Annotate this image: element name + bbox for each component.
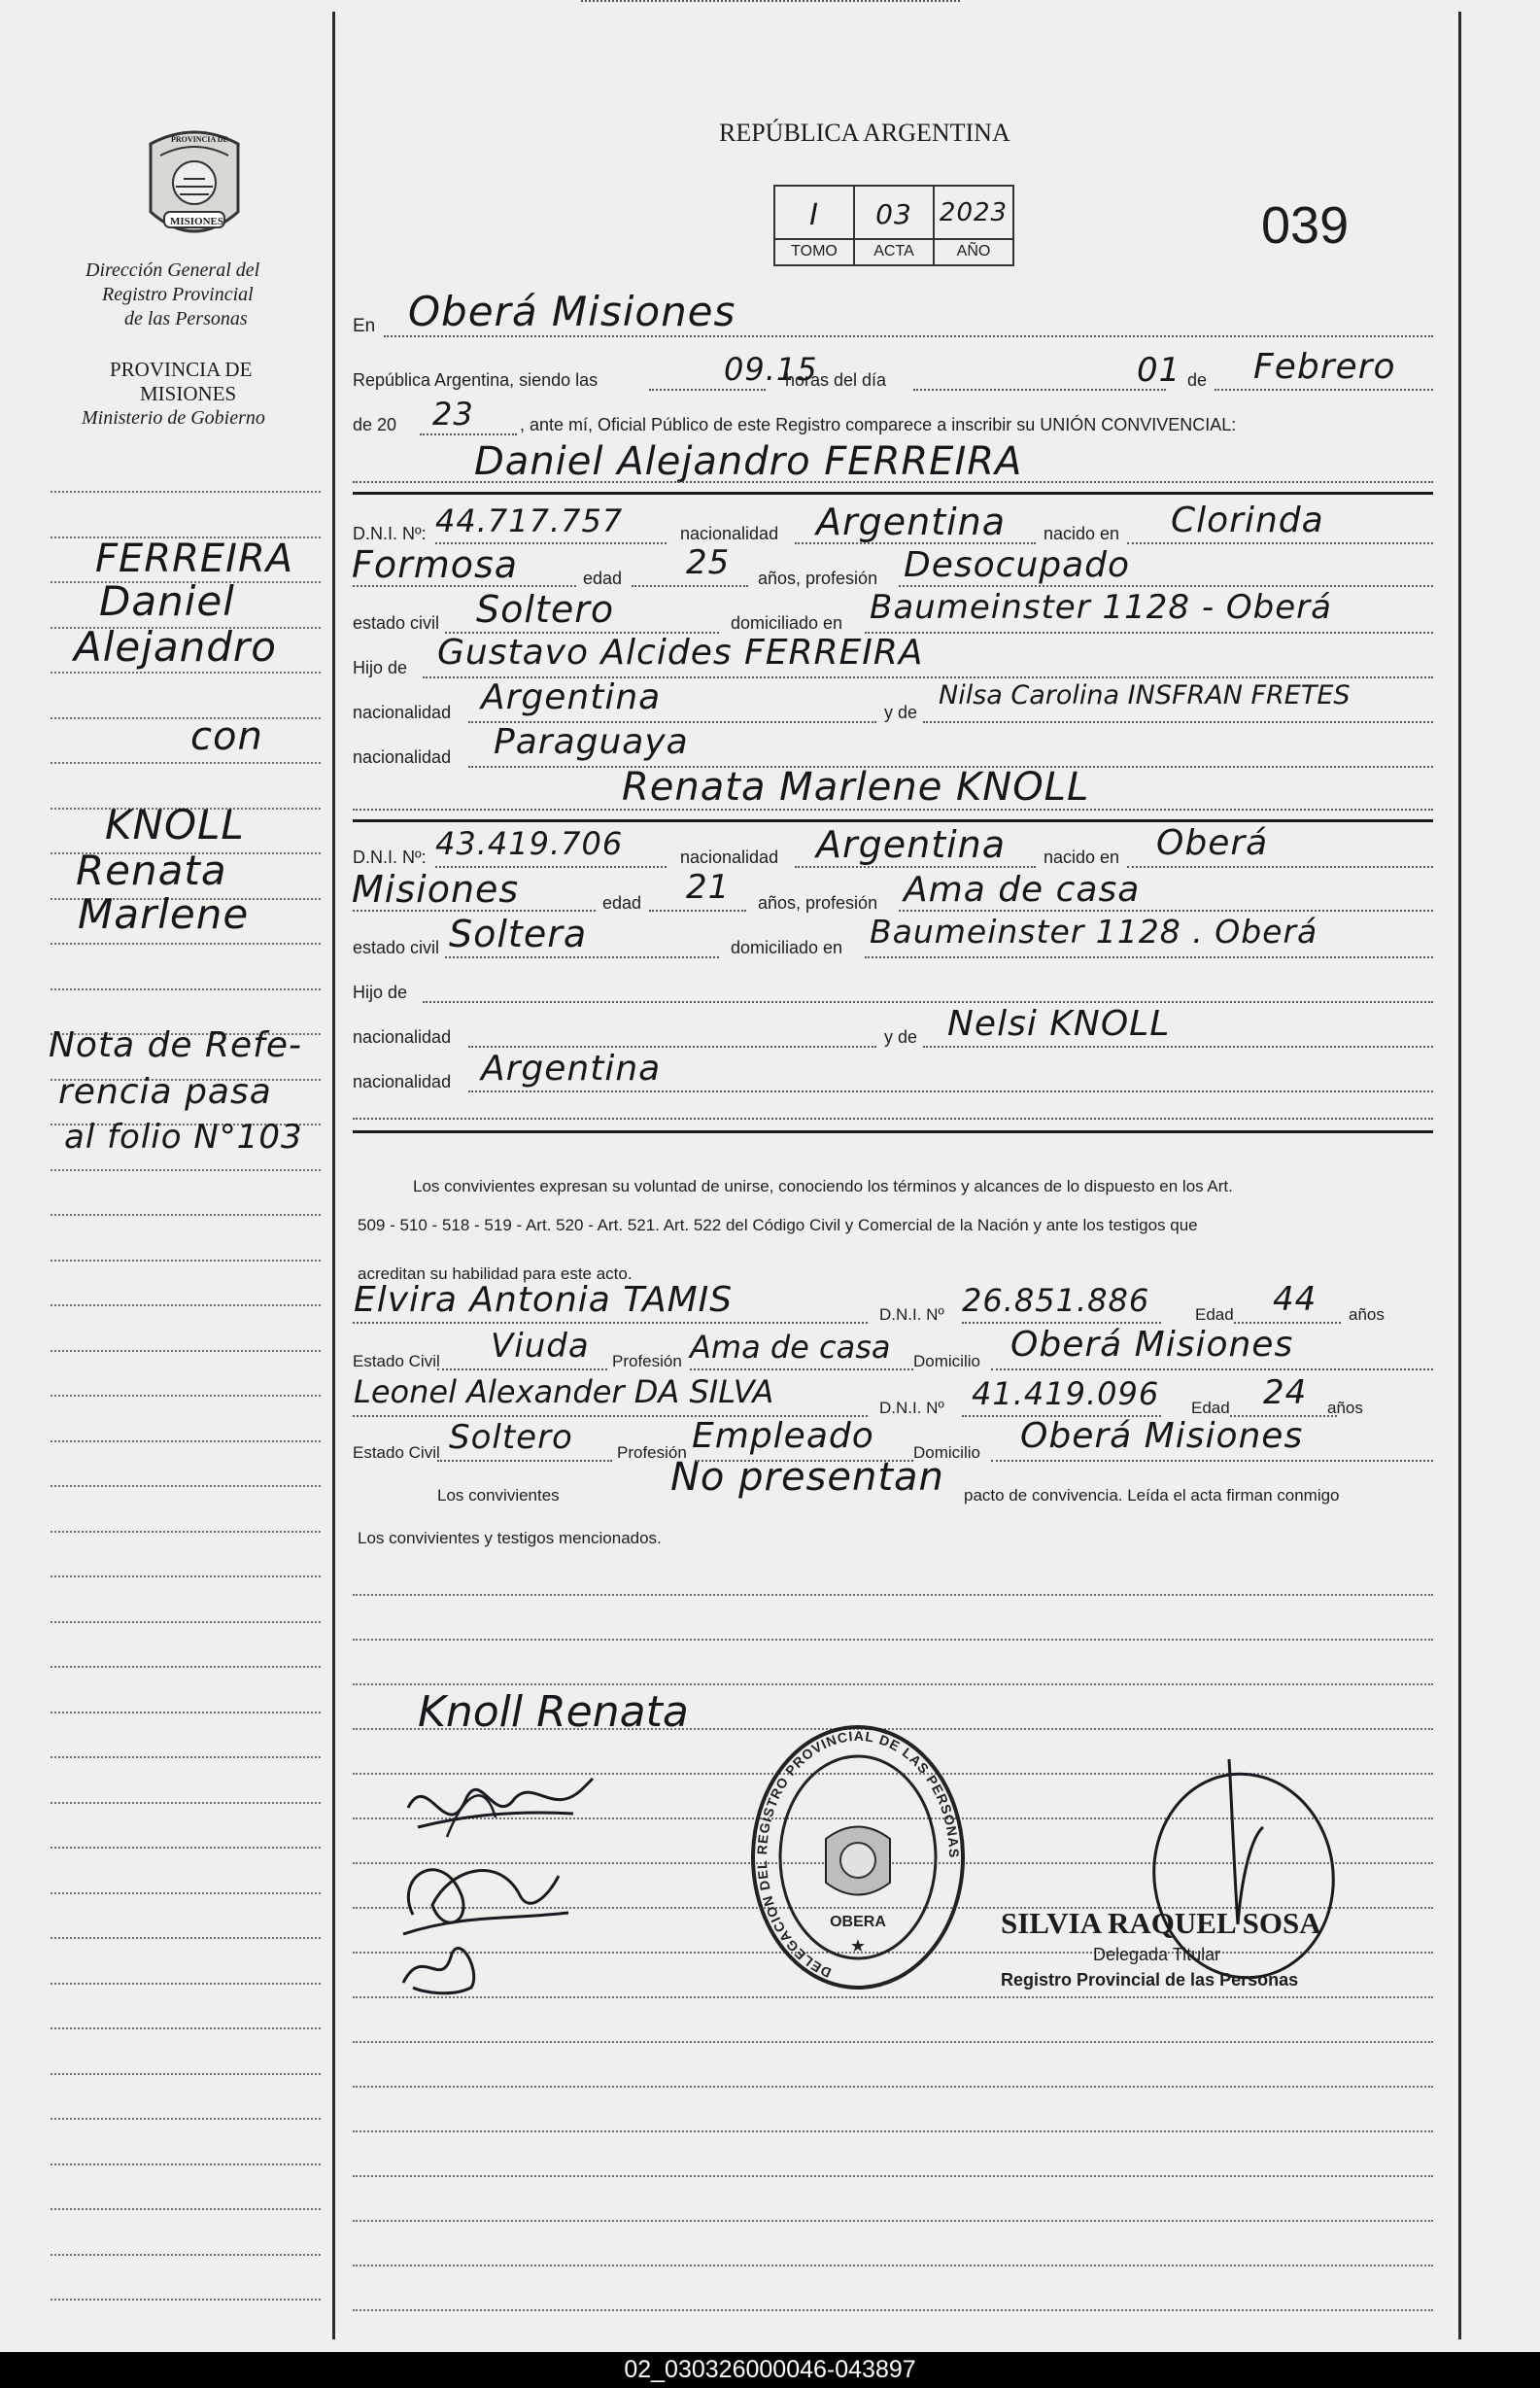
margin-note-line-2: rencia pasa: [58, 1072, 272, 1112]
place-dotted-line: [384, 335, 1433, 337]
main-ruled-line: [353, 2130, 1433, 2132]
person1-profession-value: Desocupado: [904, 545, 1131, 585]
person2-mother-nat-label: nacionalidad: [353, 1072, 452, 1091]
person2-nacionalidad-label: nacionalidad: [680, 848, 779, 867]
person2-birthplace-b: Misiones: [352, 868, 520, 911]
sidebar-ruled-line: [51, 1756, 321, 1758]
person1-age-dotted-line: [632, 585, 748, 587]
person2-mnat-dotted-line: [468, 1090, 1433, 1092]
label-de: de: [1187, 370, 1208, 390]
person1-birthb-dotted-line: [353, 585, 576, 587]
person1-nacionalidad-label: nacionalidad: [680, 524, 779, 543]
witness1-edad-label: Edad: [1195, 1305, 1234, 1324]
sidebar-ruled-line: [51, 1983, 321, 1985]
person1-addr-dotted-line: [865, 632, 1433, 634]
margin-con: con: [190, 714, 263, 759]
person1-civil-value: Soltero: [476, 588, 615, 631]
person1-anios-prof-label: años, profesión: [758, 569, 878, 588]
witness2-profesion-label: Profesión: [617, 1443, 687, 1462]
label-rep-siendo: República Argentina, siendo las: [353, 370, 599, 390]
sidebar-ruled-line: [51, 1169, 321, 1171]
stamp-ring-text: DELEGACION DEL REGISTRO PROVINCIAL DE LAS PERSONAS: [753, 1727, 963, 1982]
pacto-label: pacto de convivencia. Leída el acta firman conmigo: [964, 1486, 1340, 1505]
person2-age-dotted-line: [649, 910, 746, 912]
sidebar-ruled-line: [51, 2254, 321, 2256]
witness1-estado-civil-label: Estado Civil: [353, 1352, 440, 1370]
sidebar-ruled-line: [51, 2208, 321, 2210]
witness1-age-dotted-line: [1234, 1322, 1341, 1324]
person1-name-dotted-line: [353, 481, 1433, 483]
witness1-age-value: 44: [1273, 1280, 1318, 1319]
page-number: 039: [1261, 196, 1350, 255]
margin-firstname-1: Daniel: [99, 577, 235, 625]
witness1-dni-dotted-line: [962, 1322, 1161, 1324]
main-ruled-line: [353, 1639, 1433, 1641]
sidebar-ruled-line: [51, 2118, 321, 2120]
witness1-address-value: Oberá Misiones: [1010, 1325, 1294, 1365]
document-id-code: 02_030326000046-043897: [624, 2356, 916, 2383]
sidebar-ruled-line: [51, 717, 321, 719]
logo-bottom-text: MISIONES: [170, 216, 224, 227]
province-line-2: MISIONES: [140, 382, 237, 405]
pacto-value: No presentan: [670, 1455, 944, 1500]
person2-birthb-dotted-line: [353, 910, 596, 912]
person1-edad-label: edad: [583, 569, 623, 588]
witness2-estado-civil-label: Estado Civil: [353, 1443, 440, 1462]
sidebar-ruled-line: [51, 1621, 321, 1623]
label-ante-mi: , ante mí, Oficial Público de este Registro comparece a inscribir su UNIÓN CONVIVENCIAL:: [520, 415, 1237, 434]
margin-note-line-3: al folio N°103: [64, 1118, 303, 1157]
person2-birthplace-a: Oberá: [1156, 823, 1269, 863]
person2-estado-civil-label: estado civil: [353, 938, 440, 957]
dg-line-2: Registro Provincial: [102, 284, 254, 305]
official-org: Registro Provincial de las Personas: [1001, 1970, 1299, 1990]
country-title: REPÚBLICA ARGENTINA: [719, 119, 1010, 147]
margin-middlename-2: Marlene: [78, 890, 250, 938]
signature-scribble-3: [394, 1934, 500, 2002]
margin-firstname-2: Renata: [76, 847, 227, 894]
person2-father-dotted-line: [423, 1001, 1433, 1003]
witness1-addr-dotted-line: [991, 1368, 1433, 1370]
acta-label: ACTA: [855, 238, 933, 260]
sidebar-ruled-line: [51, 2027, 321, 2029]
sidebar-ruled-line: [51, 1485, 321, 1487]
person2-mother-dotted-line: [923, 1046, 1433, 1048]
ministry-line: Ministerio de Gobierno: [82, 407, 265, 429]
witness2-address-value: Oberá Misiones: [1020, 1416, 1304, 1456]
main-ruled-line: [353, 1996, 1433, 1998]
witness2-dni-value: 41.419.096: [972, 1375, 1160, 1412]
person2-civil-value: Soltera: [449, 913, 588, 955]
sidebar-ruled-line: [51, 1937, 321, 1939]
sidebar-ruled-line: [51, 1395, 321, 1397]
main-ruled-line: [353, 2265, 1433, 2267]
person1-mother-nat-label: nacionalidad: [353, 747, 452, 767]
person2-edad-label: edad: [602, 893, 642, 913]
sidebar-ruled-line: [51, 1350, 321, 1352]
person2-extra-dotted-line: [353, 1118, 1433, 1120]
person2-domiciliado-label: domiciliado en: [731, 938, 843, 957]
person2-prof-dotted-line: [899, 910, 1433, 912]
witness1-domicilio-label: Domicilio: [913, 1352, 980, 1370]
anio-value: 2023: [939, 198, 1009, 227]
witness2-age-value: 24: [1263, 1373, 1308, 1412]
witness2-anios-label: años: [1327, 1399, 1363, 1417]
witness2-civil-value: Soltero: [449, 1418, 573, 1457]
logo-top-text: PROVINCIA DE: [171, 135, 228, 144]
province-line-1: PROVINCIA DE: [110, 358, 253, 381]
sidebar-ruled-line: [51, 988, 321, 990]
person2-y-de-label: y de: [884, 1027, 918, 1047]
right-margin-line: [1458, 12, 1461, 2339]
convivientes-label: Los convivientes: [437, 1486, 560, 1505]
official-oval-stamp: [748, 1722, 968, 1992]
sidebar-ruled-line: [51, 672, 321, 674]
day-value: 01: [1137, 351, 1181, 390]
person1-father-nat-label: nacionalidad: [353, 703, 452, 722]
place-value: Oberá Misiones: [408, 288, 736, 335]
person1-name: Daniel Alejandro FERREIRA: [474, 439, 1023, 484]
month-value: Febrero: [1253, 347, 1396, 387]
official-role: Delegada Titular: [1093, 1945, 1221, 1964]
person1-birthplace-b: Formosa: [352, 543, 519, 586]
stamp-city: OBERA: [830, 1914, 886, 1930]
tomo-value: I: [809, 198, 819, 232]
person2-hijo-de-label: Hijo de: [353, 983, 408, 1002]
person1-mother-value: Nilsa Carolina INSFRAN FRETES: [939, 680, 1351, 710]
sidebar-ruled-line: [51, 491, 321, 493]
acta-box: [853, 185, 935, 266]
sidebar-ruled-line: [51, 1304, 321, 1306]
person2-fnat-dotted-line: [468, 1046, 876, 1048]
month-dotted-line: [1215, 389, 1433, 391]
year-dotted-line: [420, 433, 517, 435]
left-column-divider: [332, 12, 335, 2339]
hour-dotted-line: [649, 389, 766, 391]
main-ruled-line: [353, 2175, 1433, 2177]
person1-address-value: Baumeinster 1128 - Oberá: [870, 588, 1332, 627]
sidebar-ruled-line: [51, 1802, 321, 1804]
main-ruled-line: [353, 1594, 1433, 1596]
person2-birth-dotted-line: [1127, 866, 1433, 868]
person2-father-nat-label: nacionalidad: [353, 1027, 452, 1047]
witness2-civil-dotted-line: [437, 1460, 612, 1462]
person1-hijo-de-label: Hijo de: [353, 658, 408, 677]
testigos-paragraph-1: Los convivientes expresan su voluntad de unirse, conociendo los términos y alcances de lo dispuesto en los Art.: [413, 1177, 1233, 1195]
person1-birth-dotted-line: [1127, 542, 1433, 544]
person2-dni-label: D.N.I. Nº:: [353, 848, 427, 867]
margin-surname-1: FERREIRA: [95, 536, 294, 581]
witness2-edad-label: Edad: [1191, 1399, 1230, 1417]
person1-birthplace-a: Clorinda: [1171, 501, 1324, 540]
main-ruled-line: [353, 1683, 1433, 1685]
main-ruled-line: [353, 2309, 1433, 2311]
person2-nacido-en-label: nacido en: [1044, 848, 1120, 867]
sidebar-ruled-line: [51, 1892, 321, 1894]
witness1-civil-dotted-line: [437, 1368, 607, 1370]
person2-mother-nat-value: Argentina: [481, 1049, 662, 1089]
witness1-dni-value: 26.851.886: [962, 1282, 1150, 1319]
witness1-dni-label: D.N.I. Nº: [879, 1305, 944, 1324]
witness1-profession-value: Ama de casa: [690, 1329, 891, 1366]
witness1-civil-value: Viuda: [491, 1327, 590, 1366]
witness1-profesion-label: Profesión: [612, 1352, 682, 1370]
witness1-name: Elvira Antonia TAMIS: [354, 1280, 734, 1320]
sidebar-ruled-line: [51, 2163, 321, 2165]
person2-name-dotted-line: [353, 809, 1433, 811]
witness2-domicilio-label: Domicilio: [913, 1443, 980, 1462]
tomo-label: TOMO: [775, 238, 853, 260]
person1-age-value: 25: [686, 543, 731, 582]
sidebar-ruled-line: [51, 1712, 321, 1713]
person2-civil-dotted-line: [445, 956, 719, 958]
sidebar-ruled-line: [51, 1575, 321, 1577]
person1-top-rule: [353, 492, 1433, 495]
person2-nationality-value: Argentina: [816, 823, 1007, 866]
final-sentence: Los convivientes y testigos mencionados.: [358, 1529, 662, 1547]
person1-dni-label: D.N.I. Nº:: [353, 524, 427, 543]
witness2-addr-dotted-line: [991, 1460, 1433, 1462]
day-dotted-line: [913, 389, 1166, 391]
person2-dni-value: 43.419.706: [435, 825, 624, 862]
province-coat-of-arms-logo: [141, 126, 248, 253]
dg-line-1: Dirección General del: [86, 260, 260, 281]
sidebar-ruled-line: [51, 1260, 321, 1262]
person2-top-rule: [353, 819, 1433, 822]
person1-nationality-value: Argentina: [816, 501, 1007, 543]
person1-dni-value: 44.717.757: [435, 502, 624, 539]
sidebar-ruled-line: [51, 1847, 321, 1849]
testigos-paragraph-2: 509 - 510 - 518 - 519 - Art. 520 - Art. 521. Art. 522 del Código Civil y Comercial de la Nación y ante los testigos que: [358, 1216, 1198, 1234]
person2-mother-value: Nelsi KNOLL: [947, 1004, 1171, 1044]
sidebar-ruled-line: [51, 2299, 321, 2301]
witness1-prof-dotted-line: [690, 1368, 913, 1370]
sidebar-ruled-line: [51, 943, 321, 945]
person2-anios-prof-label: años, profesión: [758, 893, 878, 913]
person1-domiciliado-label: domiciliado en: [731, 613, 843, 633]
person2-profession-value: Ama de casa: [904, 870, 1141, 910]
person1-mother-dotted-line: [923, 721, 1433, 723]
acta-value: 03: [875, 198, 912, 230]
person1-nacido-en-label: nacido en: [1044, 524, 1120, 543]
document-id-footer: [0, 2352, 1540, 2388]
margin-surname-2: KNOLL: [105, 801, 245, 848]
person2-nat-dotted-line: [795, 866, 1036, 868]
svg-text:★: ★: [849, 1936, 867, 1956]
main-ruled-line: [353, 2086, 1433, 2088]
person2-bottom-rule: [353, 1130, 1433, 1133]
witness1-anios-label: años: [1349, 1305, 1385, 1324]
label-de-20: de 20: [353, 415, 397, 434]
sidebar-ruled-line: [51, 762, 321, 764]
person1-prof-dotted-line: [899, 585, 1433, 587]
person1-father-nat-value: Argentina: [481, 677, 662, 717]
official-name: SILVIA RAQUEL SOSA: [1001, 1906, 1321, 1940]
sidebar-ruled-line: [51, 2073, 321, 2075]
tomo-box: [773, 185, 855, 266]
witness2-name: Leonel Alexander DA SILVA: [354, 1373, 774, 1410]
person2-age-value: 21: [686, 868, 731, 907]
year-suffix-value: 23: [432, 396, 474, 433]
label-en: En: [353, 316, 376, 336]
witness2-dni-label: D.N.I. Nº: [879, 1399, 944, 1417]
label-horas-del-dia: horas del día: [785, 370, 887, 390]
witness2-profession-value: Empleado: [692, 1416, 874, 1456]
dg-line-3: de las Personas: [124, 308, 248, 329]
margin-note-line-1: Nota de Refe-: [49, 1025, 302, 1065]
main-ruled-line: [353, 2220, 1433, 2222]
sidebar-ruled-line: [51, 1531, 321, 1533]
person2-name: Renata Marlene KNOLL: [622, 765, 1090, 810]
pacto-dotted-line: [581, 0, 960, 2]
anio-label: AÑO: [935, 238, 1012, 260]
sidebar-ruled-line: [51, 1666, 321, 1668]
testigos-paragraph-3: acreditan su habilidad para este acto.: [358, 1264, 633, 1283]
margin-middlename-1: Alejandro: [74, 623, 277, 671]
person2-addr-dotted-line: [865, 956, 1433, 958]
witness1-name-dotted-line: [353, 1322, 868, 1324]
hour-value: 09.15: [724, 351, 818, 388]
person2-address-value: Baumeinster 1128 . Oberá: [870, 913, 1318, 951]
signature-knoll-renata: Knoll Renata: [418, 1687, 689, 1737]
person1-father-value: Gustavo Alcides FERREIRA: [437, 633, 924, 673]
person1-mother-nat-value: Paraguaya: [494, 722, 689, 762]
sidebar-ruled-line: [51, 1440, 321, 1442]
main-ruled-line: [353, 2041, 1433, 2043]
sidebar-ruled-line: [51, 1214, 321, 1216]
person1-y-de-label: y de: [884, 703, 918, 722]
person1-estado-civil-label: estado civil: [353, 613, 440, 633]
anio-box: [933, 185, 1014, 266]
